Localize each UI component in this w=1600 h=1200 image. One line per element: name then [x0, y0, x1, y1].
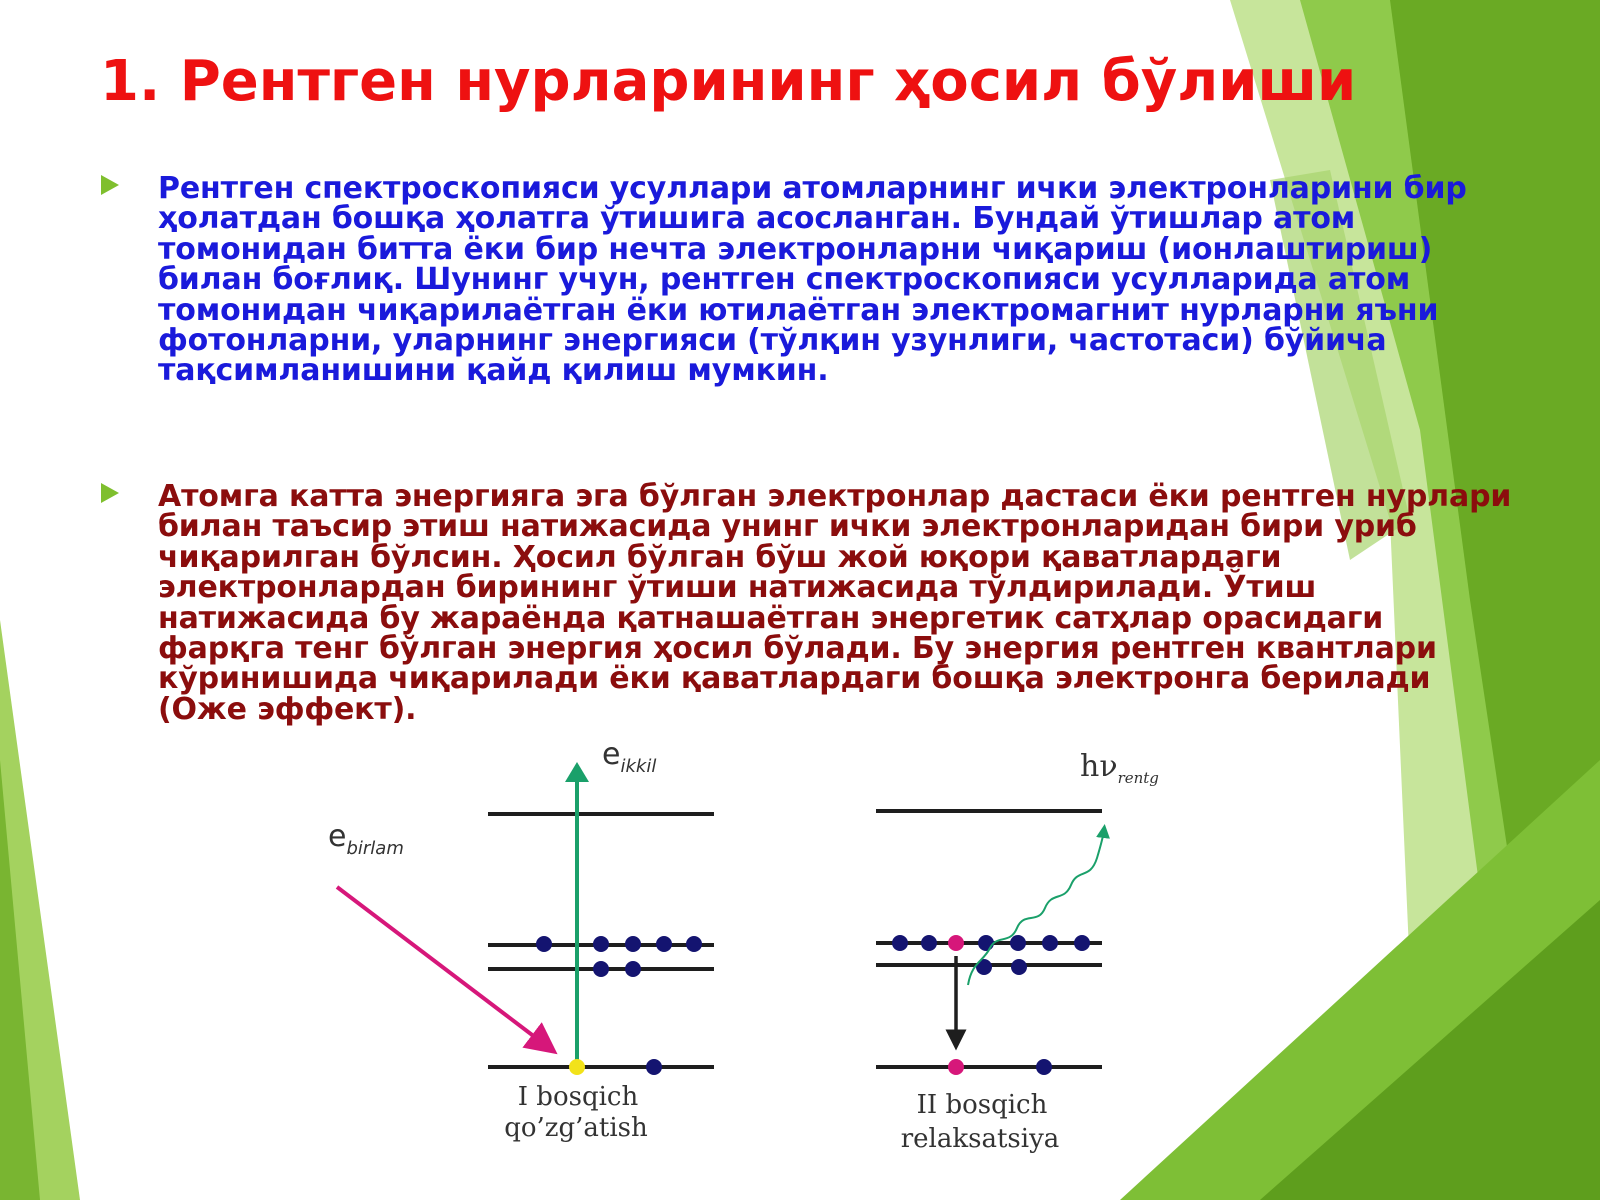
electron [656, 936, 672, 952]
stage-2-label-line2: relaksatsiya [900, 1124, 1060, 1154]
electron [686, 936, 702, 952]
electron [1010, 935, 1026, 951]
electron [1011, 959, 1027, 975]
electron [978, 935, 994, 951]
electron [921, 935, 937, 951]
electron [892, 935, 908, 951]
electron [625, 961, 641, 977]
stage-1-label-line2: qo’zg’atish [504, 1113, 648, 1143]
electron [593, 961, 609, 977]
vacancy-electron [569, 1059, 585, 1075]
slide-title: 1. Рентген нурларининг ҳосил бўлиши [100, 49, 1357, 114]
electron [1036, 1059, 1052, 1075]
electron [1074, 935, 1090, 951]
electron [646, 1059, 662, 1075]
bullet-marker-2 [101, 483, 119, 503]
stage-2-label-line1: II bosqich [916, 1090, 1048, 1120]
ejected-electron-label: $e_{ikkil}$ [602, 740, 657, 777]
bullet-paragraph-2: Атомга катта энергияга эга бўлган электронлар дастаси ёки рентген нурлари билан таъсир этиш натижасида унинг ички электронларидан бири уриб чиқарилган бўлсин. Ҳосил бўлган бўш жой юқори қаватлардаги электронлардан бирининг ўтиши натижасида тўлдирилади. Ўтиш натижасида бу жараёнда қатнашаётган энергетик сатҳлар орасидаги фарқга тенг бўлган энергия ҳосил бўлади. Бу энергия рентген квантлари кўринишида чиқарилади ёки қаватлардаги бошқа электронга берилади (Оже эффект). [158, 479, 1512, 727]
primary-electron-label: $e_{birlam}$ [328, 819, 404, 859]
vacancy-electron [948, 935, 964, 951]
stage-1-diagram [328, 740, 714, 1143]
stage-2-diagram [876, 749, 1159, 1154]
electron [1042, 935, 1058, 951]
stage-1-label-line1: I bosqich [517, 1082, 639, 1112]
photon-label: $h\nu_{rentg}$ [1080, 749, 1159, 787]
bullet-paragraph-1: Рентген спектроскопияси усуллари атомларнинг ички электронларини бир ҳолатдан бошқа ҳолатга ўтишига асосланган. Бундай ўтишлар атом томонидан битта ёки бир нечта электронларни чиқариш (ионлаштириш) билан боғлиқ. Шунинг учун, рентген спектроскопияси усулларида атом томонидан чиқарилаётган ёки ютилаётган электромагнит нурларни яъни фотонларни, уларнинг энергияси (тўлқин узунлиги, частотаси) бўйича тақсимланишини қайд қилиш мумкин. [158, 171, 1467, 389]
electron [625, 936, 641, 952]
energy-level-diagram [300, 740, 1240, 1180]
electron [593, 936, 609, 952]
electron [536, 936, 552, 952]
vacancy-electron [948, 1059, 964, 1075]
bullet-marker-1 [101, 175, 119, 195]
